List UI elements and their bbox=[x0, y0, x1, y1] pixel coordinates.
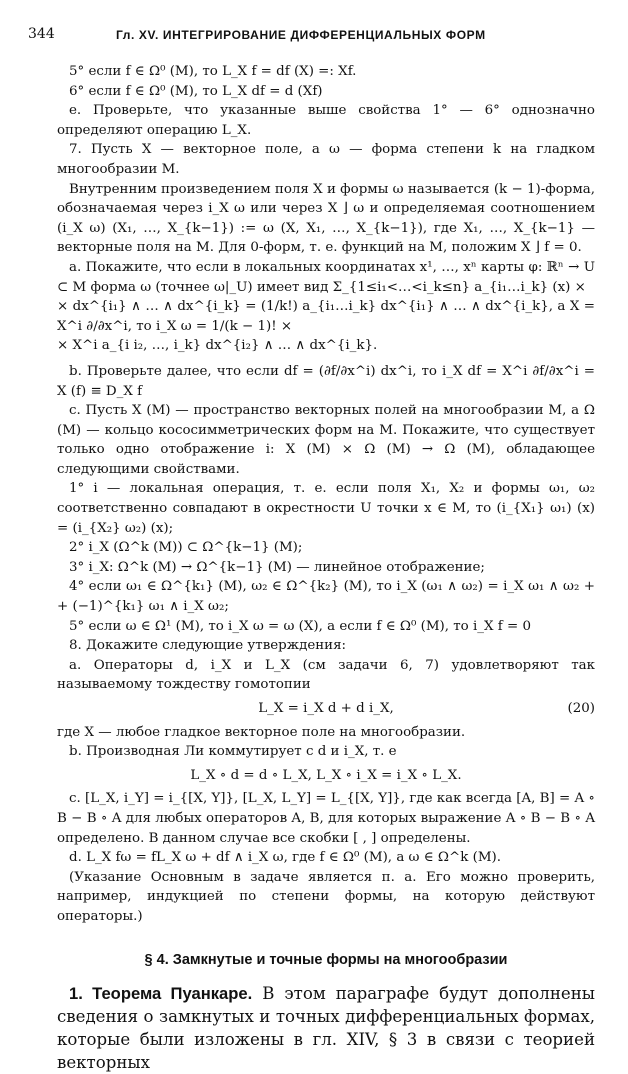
formula-text: L_X = i_X d + d i_X, bbox=[258, 701, 394, 716]
problem-7: 7. Пусть X — векторное поле, а ω — форма степени k на гладком многообразии M. bbox=[57, 142, 595, 177]
paragraph: a. Покажите, что если в локальных координатах x¹, …, xⁿ карты φ: ℝⁿ → U ⊂ M форма ω (точнее ω|_U) имеет вид Σ_{1≤i₁<…<i_k≤n} a_{i₁…i_k} (x) × bbox=[57, 259, 595, 295]
paragraph: b. Проверьте далее, что если df = (∂f/∂x^i) dx^i, то i_X df = X^i ∂f/∂x^i = X (f) ≡ D_X f bbox=[57, 363, 595, 399]
paragraph: a. Операторы d, i_X и L_X (см задачи 6, 7) удовлетворяют так называемому тождеству гомотопии bbox=[57, 657, 595, 693]
formula-text: L_X ∘ d = d ∘ L_X, L_X ∘ i_X = i_X ∘ L_X. bbox=[190, 767, 462, 783]
text-line: 6° если f ∈ Ω⁰ (M), то L_X df = d (Xf) bbox=[69, 83, 323, 99]
text-line: где X — любое гладкое векторное поле на многообразии. bbox=[57, 724, 466, 740]
page-number: 344 bbox=[28, 26, 55, 42]
text-line: b. Производная Ли коммутирует с d и i_X, т. е bbox=[69, 744, 397, 760]
paragraph: c. [L_X, i_Y] = i_{[X, Y]}, [L_X, L_Y] = L_{[X, Y]}, где как всегда [A, B] = A ∘ B − B ∘ A для любых операторов A, B, для которых выражение A ∘ B − B ∘ A определено. В данном случае все скобки [ , ] определены. bbox=[57, 791, 595, 846]
property-3: 3° i_X: Ω^k (M) → Ω^{k−1} (M) — линейное отображение; bbox=[69, 559, 485, 575]
paragraph: c. Пусть X (M) — пространство векторных полей на многообразии M, а Ω (M) — кольцо кососимметрических форм на M. Покажите, что существует только одно отображение i: X (M) × Ω (M) → Ω (M), обладающее следующими свойствами. bbox=[57, 403, 595, 477]
subsection-text: В этом параграфе будут дополнены сведения о замкнутых и точных дифференциальных формах, которые были изложены в гл. XIV, § 3 в связи с теорией векторных bbox=[57, 984, 595, 1073]
page-header bbox=[28, 26, 608, 50]
text-line: 5° если f ∈ Ω⁰ (M), то L_X f = df (X) =: Xf. bbox=[69, 64, 357, 79]
section-heading: § 4. Замкнутые и точные формы на многообразии bbox=[144, 951, 508, 968]
running-head: Гл. XV. ИНТЕГРИРОВАНИЕ ДИФФЕРЕНЦИАЛЬНЫХ ФОРМ bbox=[116, 28, 486, 42]
display-formula bbox=[57, 766, 595, 786]
property-5: 5° если ω ∈ Ω¹ (M), то i_X ω = ω (X), а если f ∈ Ω⁰ (M), то i_X f = 0 bbox=[69, 618, 531, 634]
hint-paragraph: (Указание Основным в задаче является п. a. Его можно проверить, например, индукцией по степени формы, на которую действуют операторы.) bbox=[57, 869, 595, 924]
formula-line: × dx^{i₁} ∧ … ∧ dx^{i_k} = (1/k!) a_{i₁…i_k} dx^{i₁} ∧ … ∧ dx^{i_k}, а X = X^i ∂/∂x^i, то i_X ω = 1/(k − 1)! × bbox=[57, 299, 595, 334]
paragraph: d. L_X fω = fL_X ω + df ∧ i_X ω, где f ∈ Ω⁰ (M), а ω ∈ Ω^k (M). bbox=[69, 850, 502, 866]
equation-number: (20) bbox=[567, 701, 595, 716]
problem-8: 8. Докажите следующие утверждения: bbox=[69, 638, 347, 654]
page-body bbox=[57, 62, 595, 1074]
property-1: 1° i — локальная операция, т. е. если поля X₁, X₂ и формы ω₁, ω₂ соответственно совпадают в окрестности U точки x ∈ M, то (i_{X₁} ω₁) (x) = (i_{X₂} ω₂) (x); bbox=[57, 481, 595, 536]
subsection-title: 1. Теорема Пуанкаре. bbox=[69, 984, 253, 1004]
paragraph: e. Проверьте, что указанные выше свойства 1° — 6° однозначно определяют операцию L_X. bbox=[57, 103, 595, 138]
property-2: 2° i_X (Ω^k (M)) ⊂ Ω^{k−1} (M); bbox=[69, 540, 303, 556]
formula-line: × X^i a_{i i₂, …, i_k} dx^{i₂} ∧ … ∧ dx^{i_k}. bbox=[57, 338, 378, 354]
section-intro bbox=[57, 982, 595, 1074]
display-formula bbox=[57, 699, 595, 719]
property-4: 4° если ω₁ ∈ Ω^{k₁} (M), ω₂ ∈ Ω^{k₂} (M), то i_X (ω₁ ∧ ω₂) = i_X ω₁ ∧ ω₂ + + (−1)^{k₁} ω₁ ∧ i_X ω₂; bbox=[57, 579, 595, 615]
definition-paragraph: Внутренним произведением поля X и формы ω называется (k − 1)-форма, обозначаемая через i_X ω или через X ⌋ ω и определяемая соотношением (i_X ω) (X₁, …, X_{k−1}) := ω (X, X₁, …, X_{k−1}), где X₁, …, X_{k−1} — векторные поля на M. Для 0-форм, т. е. функций на M, положим X ⌋ f = 0. bbox=[57, 181, 595, 256]
